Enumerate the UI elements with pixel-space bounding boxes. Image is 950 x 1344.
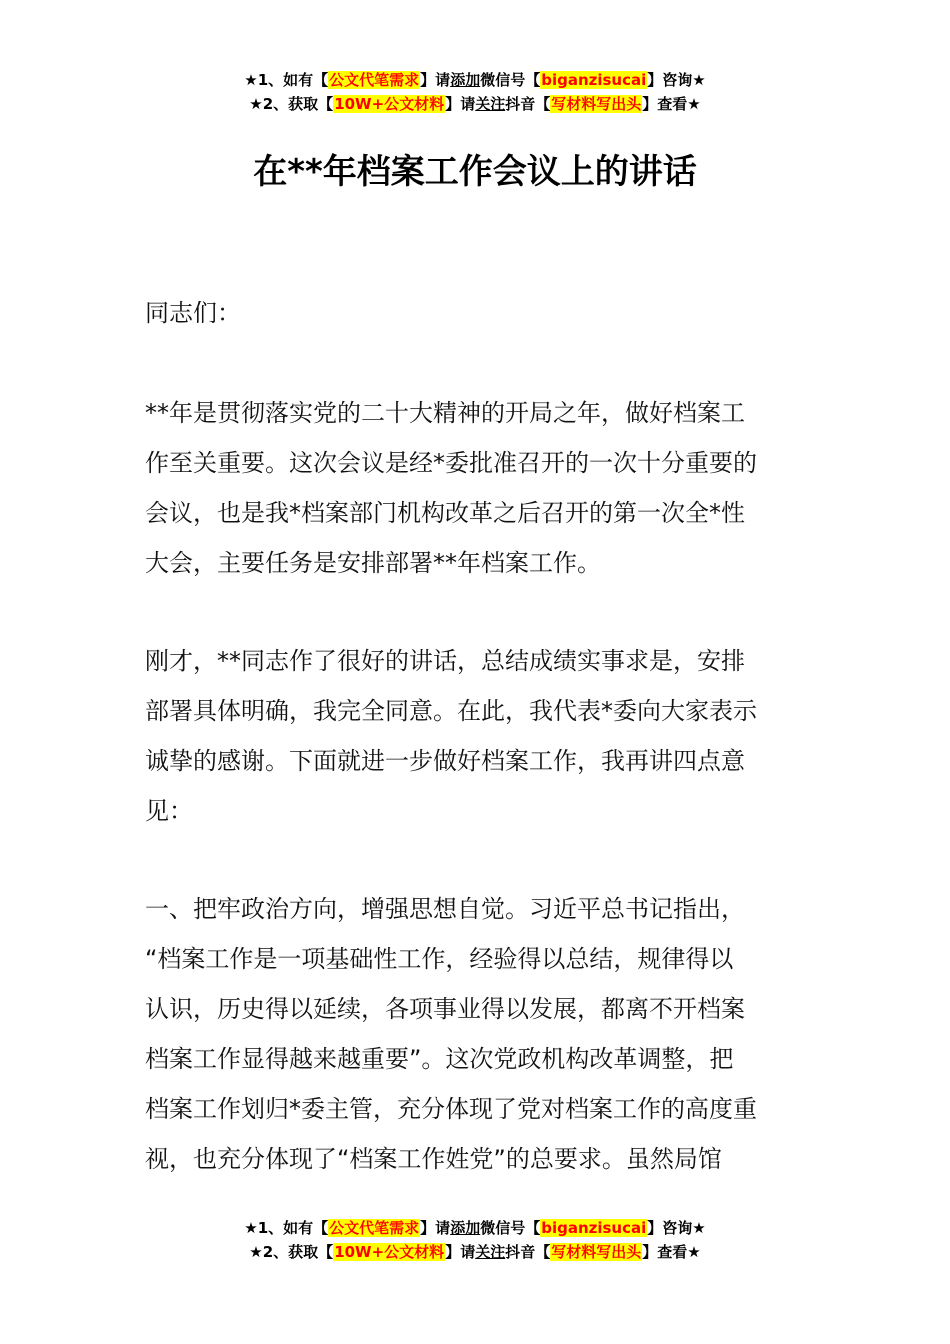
banner-text: 微信号【	[480, 71, 541, 89]
banner-text: 】查看★	[642, 95, 701, 113]
document-title: 在**年档案工作会议上的讲话	[253, 152, 697, 192]
paragraph-line: 一、把牢政治方向，增强思想自觉。习近平总书记指出，	[145, 895, 745, 923]
banner-underlined-text: 关注	[475, 1243, 506, 1261]
banner-text: 】咨询★	[647, 71, 706, 89]
salutation	[145, 288, 817, 338]
banner-text: ★2、获取【	[249, 1243, 334, 1261]
paragraph-line: “档案工作是一项基础性工作，经验得以总结，规律得以	[145, 945, 734, 973]
banner-text: 】查看★	[642, 1243, 701, 1261]
paragraph-line: 作至关重要。这次会议是经*委批准召开的一次十分重要的	[145, 449, 757, 477]
banner-highlight-douyin-account: 写材料写出头	[551, 95, 642, 113]
banner-text: ★2、获取【	[249, 95, 334, 113]
banner-highlight-materials: 10W+公文材料	[334, 1243, 445, 1261]
banner-highlight-douyin-account: 写材料写出头	[551, 1243, 642, 1261]
paragraph-line: 刚才，**同志作了很好的讲话，总结成绩实事求是，安排	[145, 647, 745, 675]
top-banner	[0, 68, 950, 116]
banner-text: 】请	[420, 1219, 451, 1237]
bottom-banner	[0, 1216, 950, 1264]
paragraph-line: 会议，也是我*档案部门机构改革之后召开的第一次全*性	[145, 499, 745, 527]
banner-text: 】咨询★	[647, 1219, 706, 1237]
banner-line-1	[0, 68, 950, 92]
paragraph-line: 视，也充分体现了“档案工作姓党”的总要求。虽然局馆	[145, 1145, 722, 1173]
paragraph-line: 档案工作划归*委主管，充分体现了党对档案工作的高度重	[145, 1095, 757, 1123]
banner-line-1	[0, 1216, 950, 1240]
banner-highlight-service: 公文代笔需求	[329, 71, 420, 89]
banner-text: ★1、如有【	[244, 71, 329, 89]
banner-highlight-service: 公文代笔需求	[329, 1219, 420, 1237]
banner-underlined-text: 添加	[450, 1219, 481, 1237]
paragraph-2	[145, 636, 817, 836]
paragraph-line: 大会，主要任务是安排部署**年档案工作。	[145, 549, 601, 577]
banner-text: 】请	[420, 71, 451, 89]
paragraph-line: 见：	[145, 797, 193, 825]
banner-highlight-wechat-id: biganzisucai	[541, 71, 647, 89]
banner-text: 抖音【	[505, 1243, 551, 1261]
paragraph-1	[145, 388, 817, 588]
banner-underlined-text: 关注	[475, 95, 506, 113]
banner-text: 】请	[445, 95, 476, 113]
banner-line-2	[0, 1240, 950, 1264]
banner-text: 微信号【	[480, 1219, 541, 1237]
banner-text: 抖音【	[505, 95, 551, 113]
paragraph-3	[145, 884, 817, 1184]
banner-text: 】请	[445, 1243, 476, 1261]
banner-highlight-materials: 10W+公文材料	[334, 95, 445, 113]
salutation-line: 同志们：	[145, 299, 241, 327]
paragraph-line: **年是贯彻落实党的二十大精神的开局之年，做好档案工	[145, 399, 745, 427]
banner-highlight-wechat-id: biganzisucai	[541, 1219, 647, 1237]
banner-line-2	[0, 92, 950, 116]
paragraph-line: 部署具体明确，我完全同意。在此，我代表*委向大家表示	[145, 697, 757, 725]
banner-underlined-text: 添加	[450, 71, 481, 89]
paragraph-line: 档案工作显得越来越重要”。这次党政机构改革调整，把	[145, 1045, 734, 1073]
paragraph-line: 诚挚的感谢。下面就进一步做好档案工作，我再讲四点意	[145, 747, 745, 775]
banner-text: ★1、如有【	[244, 1219, 329, 1237]
paragraph-line: 认识，历史得以延续，各项事业得以发展，都离不开档案	[145, 995, 745, 1023]
